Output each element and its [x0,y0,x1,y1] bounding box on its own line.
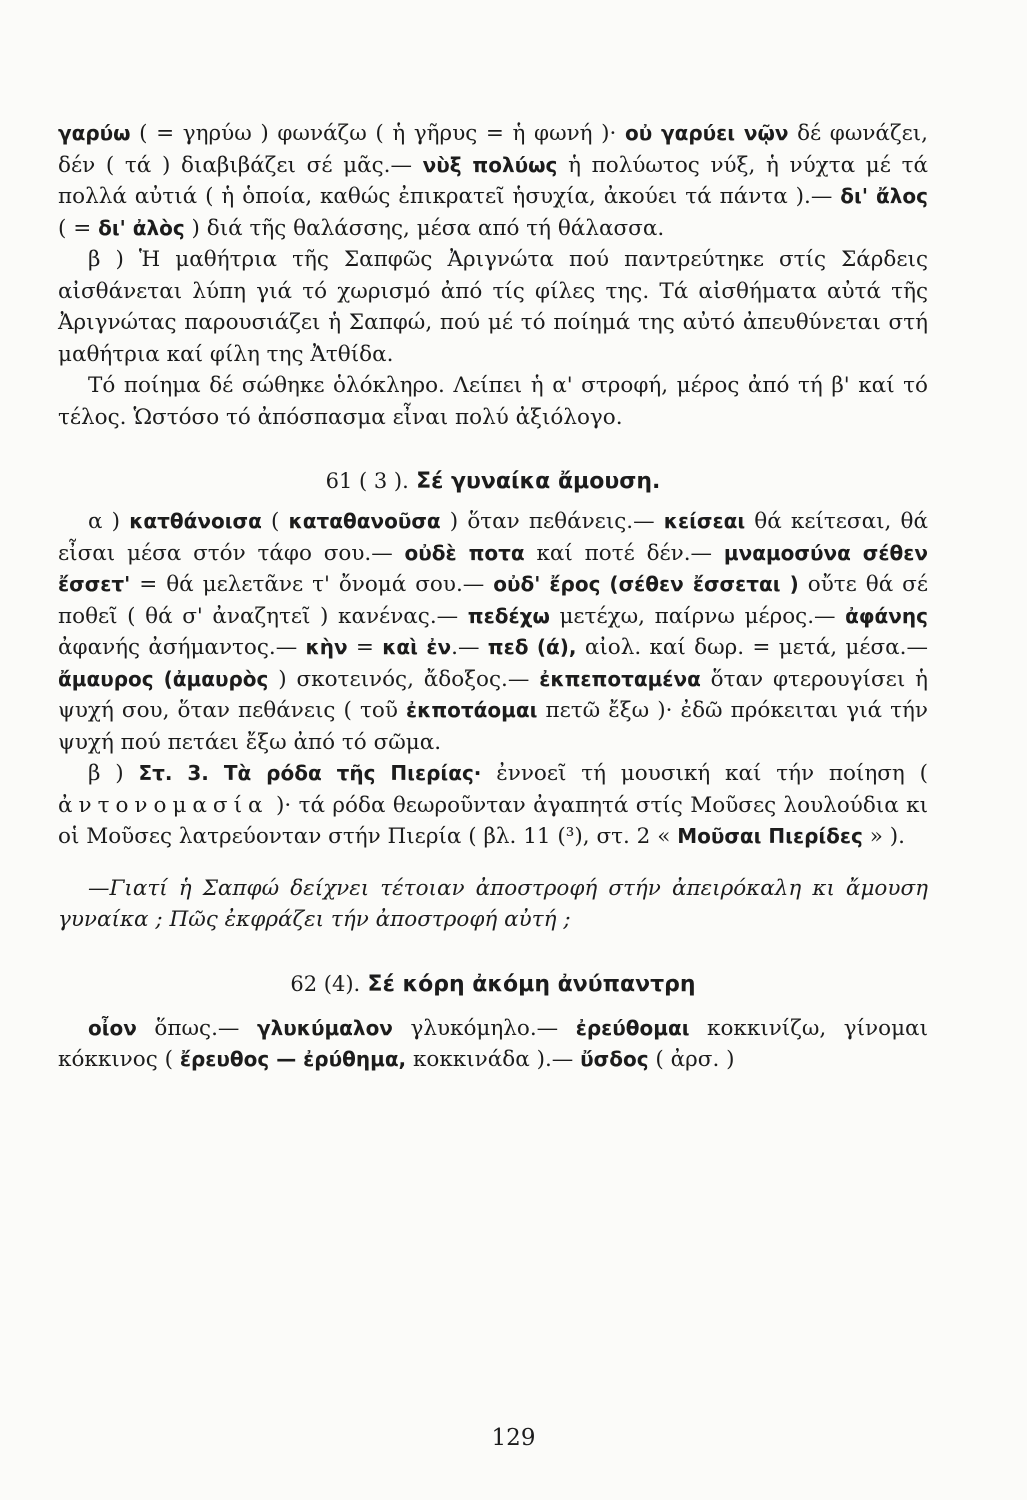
study-question: —Γιατί ἡ Σαπφώ δείχνει τέτοιαν ἀποστροφή στήν ἀπειρόκαλη κι ἄμουση γυναίκα ; Πῶς ἐκφράζει τήν ἀποστροφή αὐτή ; [58,875,928,932]
section-heading-62: 62 (4). Σέ κόρη ἀκόμη ἀνύπαντρη [290,971,696,997]
paragraph-glossary-61b: β ) Στ. 3. Τὰ ρόδα τῆς Πιερίας· ἐννοεῖ τή μουσική καί τήν ποίηση ( ἀντονομασία )· τά ρόδα θεωροῦνταν ἀγαπητά στίς Μοῦσες λουλούδια κι οἱ Μοῦσες λατρεύονταν στήν Πιερία ( βλ. 11 (³), στ. 2 « Μοῦσαι Πιερίδες » ). [58,761,928,849]
section-heading-61: 61 ( 3 ). Σέ γυναίκα ἄμουση. [325,469,661,494]
paragraph-glossary-1: γαρύω ( = γηρύω ) φωνάζω ( ἡ γῆρυς = ἡ φωνή )· οὐ γαρύει νῷν δέ φωνάζει, δέν ( τά ) διαβιβάζει σέ μᾶς.— νὺξ πολύως ἡ πολύωτος νύξ, ἡ νύχτα μέ τά πολλά αὐτιά ( ἡ ὁποία, καθώς ἐπικρατεῖ ἡσυχία, ἀκούει τά πάντα ).— δι' ἄλος ( = δι' ἀλὸς ) διά τῆς θαλάσσης, μέσα από τή θάλασσα. [58,121,928,241]
paragraph-glossary-62: οἶον ὅπως.— γλυκύμαλον γλυκόμηλο.— ἐρεύθομαι κοκκινίζω, γίνομαι κόκκινος ( ἔρευθος — ἐρύθημα, κοκκινάδα ).— ὔσδος ( ἀρσ. ) [58,1015,928,1072]
paragraph-commentary-note: Τό ποίημα δέ σώθηκε ὁλόκληρο. Λείπει ἡ α' στροφή, μέρος ἀπό τή β' καί τό τέλος. Ὡστόσο τό ἀπόσπασμα εἶναι πολύ ἀξιόλογο. [58,373,928,430]
paragraph-commentary-b: β ) Ἡ μαθήτρια τῆς Σαπφῶς Ἀριγνώτα πού παντρεύτηκε στίς Σάρδεις αἰσθάνεται λύπη γιά τό χωρισμό ἀπό τίς φίλες της. Τά αἰσθήματα αὐτά τῆς Ἀριγνώτας παρουσιάζει ἡ Σαπφώ, πού μέ τό ποίημά της αὐτό ἀπευθύνεται στή μαθήτρια καί φίλη της Ἀτθίδα. [58,247,928,367]
paragraph-glossary-61a: α ) κατθάνοισα ( καταθανοῦσα ) ὅταν πεθάνεις.— κείσεαι θά κείτεσαι, θά εἶσαι μέσα στόν τάφο σου.— οὐδὲ ποτα καί ποτέ δέν.— μναμοσύνα σέθεν ἔσσετ' = θά μελετᾶνε τ' ὄνομά σου.— οὐδ' ἔρος (σέθεν ἔσσεται ) οὔτε θά σέ ποθεῖ ( θά σ' ἀναζητεῖ ) κανένας.— πεδέχω μετέχω, παίρνω μέρος.— ἀφάνης ἀφανής ἀσήμαντος.— κὴν = καὶ ἐν.— πεδ (ά), αἰολ. καί δωρ. = μετά, μέσα.— ἄμαυρος (ἀμαυρὸς ) σκοτεινός, ἄδοξος.— ἐκπεποταμένα ὅταν φτερουγίσει ἡ ψυχή σου, ὅταν πεθάνεις ( τοῦ ἐκποτάομαι πετῶ ἔξω )· ἐδῶ πρόκειται γιά τήν ψυχή πού πετάει ἔξω ἀπό τό σῶμα. [58,509,929,755]
page-body [58,118,928,1076]
page-number: 129 [491,1425,536,1451]
